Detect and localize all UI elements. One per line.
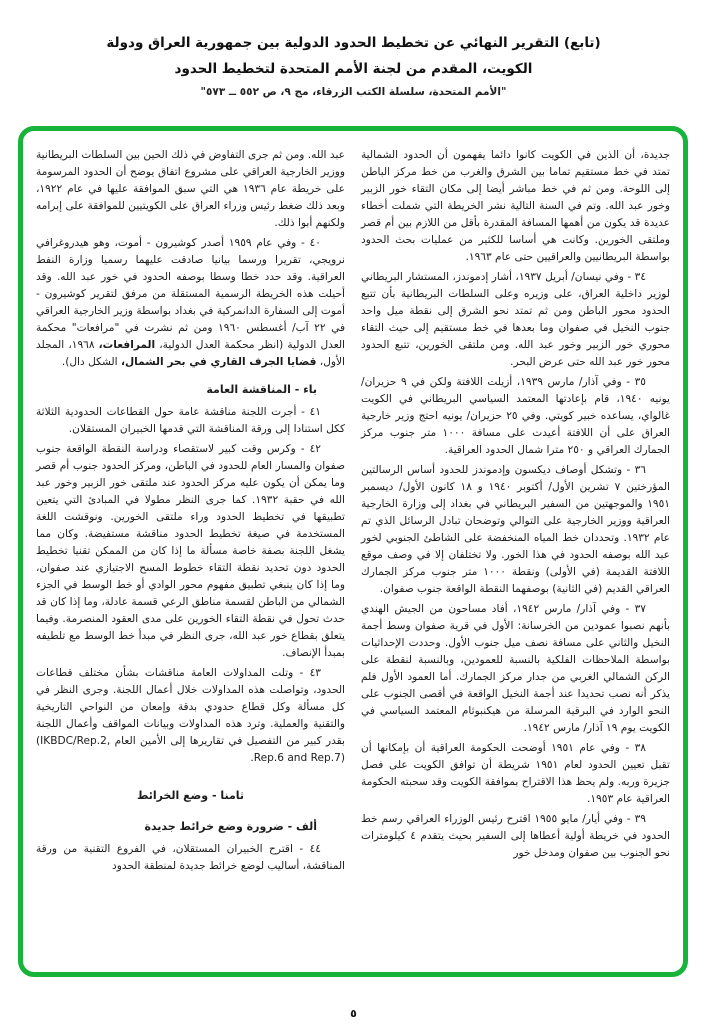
paragraph-36: ٣٦ - وتشكل أوصاف ديكسون وإدموندز للحدود أساس الرسالتين المؤرختين ٧ تشرين الأول/ أكتوبر ١٩٤٠ و ١٨ كانون الأول/ ديسمبر ١٩٥١ والموجهتين من السفير البريطاني في بغداد إلى وزارة الخارجية العراقية ووزير الخارجية على التوالي وتوضحان تبادل الرسائل الذي تم عام ١٩٣٢. وتحددان خط المياه المنخفضة على الشاطئ الجنوبي لخور عبد الله بوصفه الحدود في هذا الخور. ولا تختلفان إلا في وصف موقع اللافتة القديمة (في الأولى) ونقطة ١٠٠٠ متر جنوب مركز الجمارك العراقي القديم (في الثانية) بوصفهما النقطة الواقعة جنوب صفوان. [361, 464, 670, 595]
paragraph-40 [36, 235, 345, 371]
chapter-heading-8-mapping: ثامنا - وضع الخرائط [136, 789, 245, 802]
paragraph-44: ٤٤ - اقترح الخبيران المستقلان، في الفروع التقنية من ورقة المناقشة، أساليب لوضع خرائط جديدة لمنطقة الحدود [36, 843, 345, 872]
document-title-line-2: الكويت، المقدم من لجنة الأمم المتحدة لتخطيط الحدود [174, 61, 533, 77]
content-frame [18, 126, 688, 977]
two-column-layout [36, 147, 670, 964]
paragraph-42: ٤٢ - وكرس وقت كبير لاستقصاء ودراسة النقطة الواقعة جنوب صفوان والمسار العام للحدود في الباطن، ومركز الحدود جنوب أم قصر وما يمكن أن يكون عليه مركز الحدود عند ملتقى خور الزبير وخور عبد الله في حقبة ١٩٣٢. كما جرى النظر مطولا في المبادئ التي يتعين تطبيقها في تخطيط الحدود وراء ملتقى الخورين. ونوقشت اللغة المستخدمة في صيغة تخطيط الحدود مناقشة مستفيضة. وكان مما يشغل اللجنة بصفة خاصة مسألة ما إذا كان من الممكن تقنيا تخطيط الحدود دون تحديد نقطة التقاء خطوط المسح الاجتيازي عند صفوان، وما إذا كان ينبغي تطبيق مفهوم محور الوادي أو خط الوسط في الجزء الشمالي من الباطن لقسمة مناطق الرعي قسمة عادلة، وما إذا كان قد حدث تحول في نقطة التقاء الخورين على مدى العقود المنصرمة. وفيما يتعلق بقطاع خور عبد الله، جرى النظر في مبدأ خط الوسط مع تلطيفه بمبدأ الإنصاف. [36, 443, 345, 659]
paragraph-40-bold-pleadings: المرافعات، [98, 339, 156, 351]
paragraph-38: ٣٨ - وفي عام ١٩٥١ أوضحت الحكومة العراقية أن بإمكانها أن تقبل تعيين الحدود لعام ١٩٥١ شريطة أن توافق الكويت على فصل جزيرة وربه. ولم يحظ هذا الاقتراح بموافقة الكويت وقد سحبته الحكومة العراقية عام ١٩٥٣. [361, 742, 670, 805]
paragraph-34: ٣٤ - وفي نيسان/ أبريل ١٩٣٧، أشار إدموندز، المستشار البريطاني لوزير داخلية العراق، على وزيره وعلى السلطات البريطانية بأن تتبع الحدود محور الباطن ومن ثم تمتد نحو الشرق إلى نقطة ميل واحد جنوب النخيل في صفوان وما بعدها في خط مستقيم إلى حيث التقاء محوري خور الزبير وخور عبد الله. ومن ملتقى الخورين، تتبع الحدود محور خور عبد الله حتى عرض البحر. [361, 271, 670, 368]
page-number: ٥ [350, 1007, 357, 1020]
paragraph-continuation-right: جديدة، أن الذين في الكويت كانوا دائما يفهمون أن الحدود الشمالية تمتد في خط مستقيم تماما بين الشرق والغرب من خط مركز الباطن إلى اللوحة. ومن ثم في خط مباشر أيضا إلى مكان التقاء خور الزبير وخور عبد الله. وتم في السنة التالية نشر الخريطة التي شملت أخطاء عديدة قد يكون من أهمها المسافة المقدرة بأقل من اللازم بين أم قصر وملتقى الخورين. وكانت هي أساسا للكثير من عمليات بحث الحدود بواسطة البريطانيين والعراقيين حتى عام ١٩٦٣. [361, 149, 670, 263]
right-column [361, 147, 670, 964]
document-header [0, 0, 707, 98]
paragraph-43-tail: . [250, 752, 254, 764]
paragraph-continuation-left: عبد الله. ومن ثم جرى التفاوض في ذلك الحين بين السلطات البريطانية ووزير الخارجية العراقي على مشروع اتفاق يوضح أن الحدود المرسومة على خريطة عام ١٩٣٦ هي التي سبق الموافقة عليها في عام ١٩٢٢، وبعد ذلك ضغط رئيس وزراء العراق على الكويتيين للموافقة على إبرامه ولكنهم أبوا ذلك. [36, 149, 345, 229]
paragraph-35: ٣٥ - وفي آذار/ مارس ١٩٣٩، أزيلت اللافتة ولكن في ٩ حزيران/ يونيه ١٩٤٠، قام بإعادتها المعتمد السياسي البريطاني في الكويت غالواي، يساعده خبير كويتي. وفي ٢٥ حزيران/ يونيه احتج وزير خارجية العراق على أن اللافتة أعيدت على مسافة ١٠٠٠ متر جنوب مركز الجمارك العراقي و ٢٥٠ مترا شمال الحدود العراقية. [361, 376, 670, 456]
paragraph-40-text-2: ١٩٦٨، المجلد الأول، [36, 339, 345, 368]
section-heading-b-general-discussion: باء - المناقشة العامة [206, 383, 317, 396]
report-reference-code: (IKBDC/Rep.2, Rep.6 and Rep.7) [36, 735, 345, 764]
paragraph-39: ٣٩ - وفي أيار/ مايو ١٩٥٥ اقترح رئيس الوزراء العراقي رسم خط الحدود في خريطة أولية أعطاها إلى السفير بحيث يتقدم ٤ كيلومترات نحو الجنوب بين صفوان ومدخل خور [361, 813, 670, 859]
paragraph-43-text: ٤٣ - وتلت المداولات العامة مناقشات بشأن مختلف قطاعات الحدود، وتواصلت هذه المداولات خلال أعمال اللجنة. وجرى النظر في كل مسألة وكل قطاع حدودي بدقة وإمعان من النواحي التاريخية والتقنية والعملية. وترد هذه المداولات وبيانات المواقف وأعمال اللجنة بقدر كبير من التفصيل في تقاريرها إلى الأمين العام [36, 667, 345, 747]
document-source-citation: "الأمم المتحدة، سلسلة الكتب الزرقاء، مج ٩، ص ٥٥٢ ــ ٥٧٣" [200, 86, 507, 98]
paragraph-43 [36, 665, 345, 767]
paragraph-40-text: ٤٠ - وفي عام ١٩٥٩ أصدر كوشيرون - أموت، وهو هيدروغرافي نرويجي، تقريرا ورسما بيانيا صادقت عليهما رسميا وزارة النفط العراقية. وقد حدد خطا وسطا بوصفه الحدود في خور عبد الله. وقد أحيلت هذه الخريطة الرسمية المستقلة من مرفق لتقرير كوشيرون - أموت إلى السفارة الدانمركية في بغداد بواسطة وزير الخارجية العراقي في ٢٢ آب/ أغسطس ١٩٦٠ ومن ثم نشرت في "مرافعات" محكمة العدل الدولية (انظر محكمة العدل الدولية، [36, 237, 346, 351]
section-heading-a-new-maps: ألف - ضرورة وضع خرائط جديدة [144, 820, 317, 833]
paragraph-37: ٣٧ - وفي آذار/ مارس ١٩٤٢، أفاد مساحون من الجيش الهندي بأنهم نصبوا عمودين من الخرسانة: الأول في قرية صفوان وسط أجمة النخيل والثاني على مسافة نصف ميل جنوب الأول. وحددت الإحداثيات بواسطة الملاحظات الفلكية بالنسبة للعمودين، وبالنسبة لنقطة على الركن الشمالي الغربي من جدار مركز الجمارك. أما العمود الأول فلم يذكر أنه نصب تحديدا عند أجمة النخيل الواقعة في أقصى الجنوب على النحو الوارد في البرقية المرسلة من هيكنبوثام المعتمد السياسي في الكويت يوم ١٩ آذار/ مارس ١٩٤٢. [361, 603, 670, 734]
paragraph-40-text-3: الشكل دال). [61, 356, 121, 368]
paragraph-41: ٤١ - أجرت اللجنة مناقشة عامة حول القطاعات الحدودية الثلاثة ككل استنادا إلى ورقة المناقشة التي قدمها الخبيران المستقلان. [36, 406, 345, 435]
document-title-line-1: (تابع) التقرير النهائي عن تخطيط الحدود الدولية بين جمهورية العراق ودولة [106, 35, 601, 51]
left-column [36, 147, 345, 964]
paragraph-40-bold-case-title: قضايا الجرف القاري في بحر الشمال، [120, 356, 317, 368]
